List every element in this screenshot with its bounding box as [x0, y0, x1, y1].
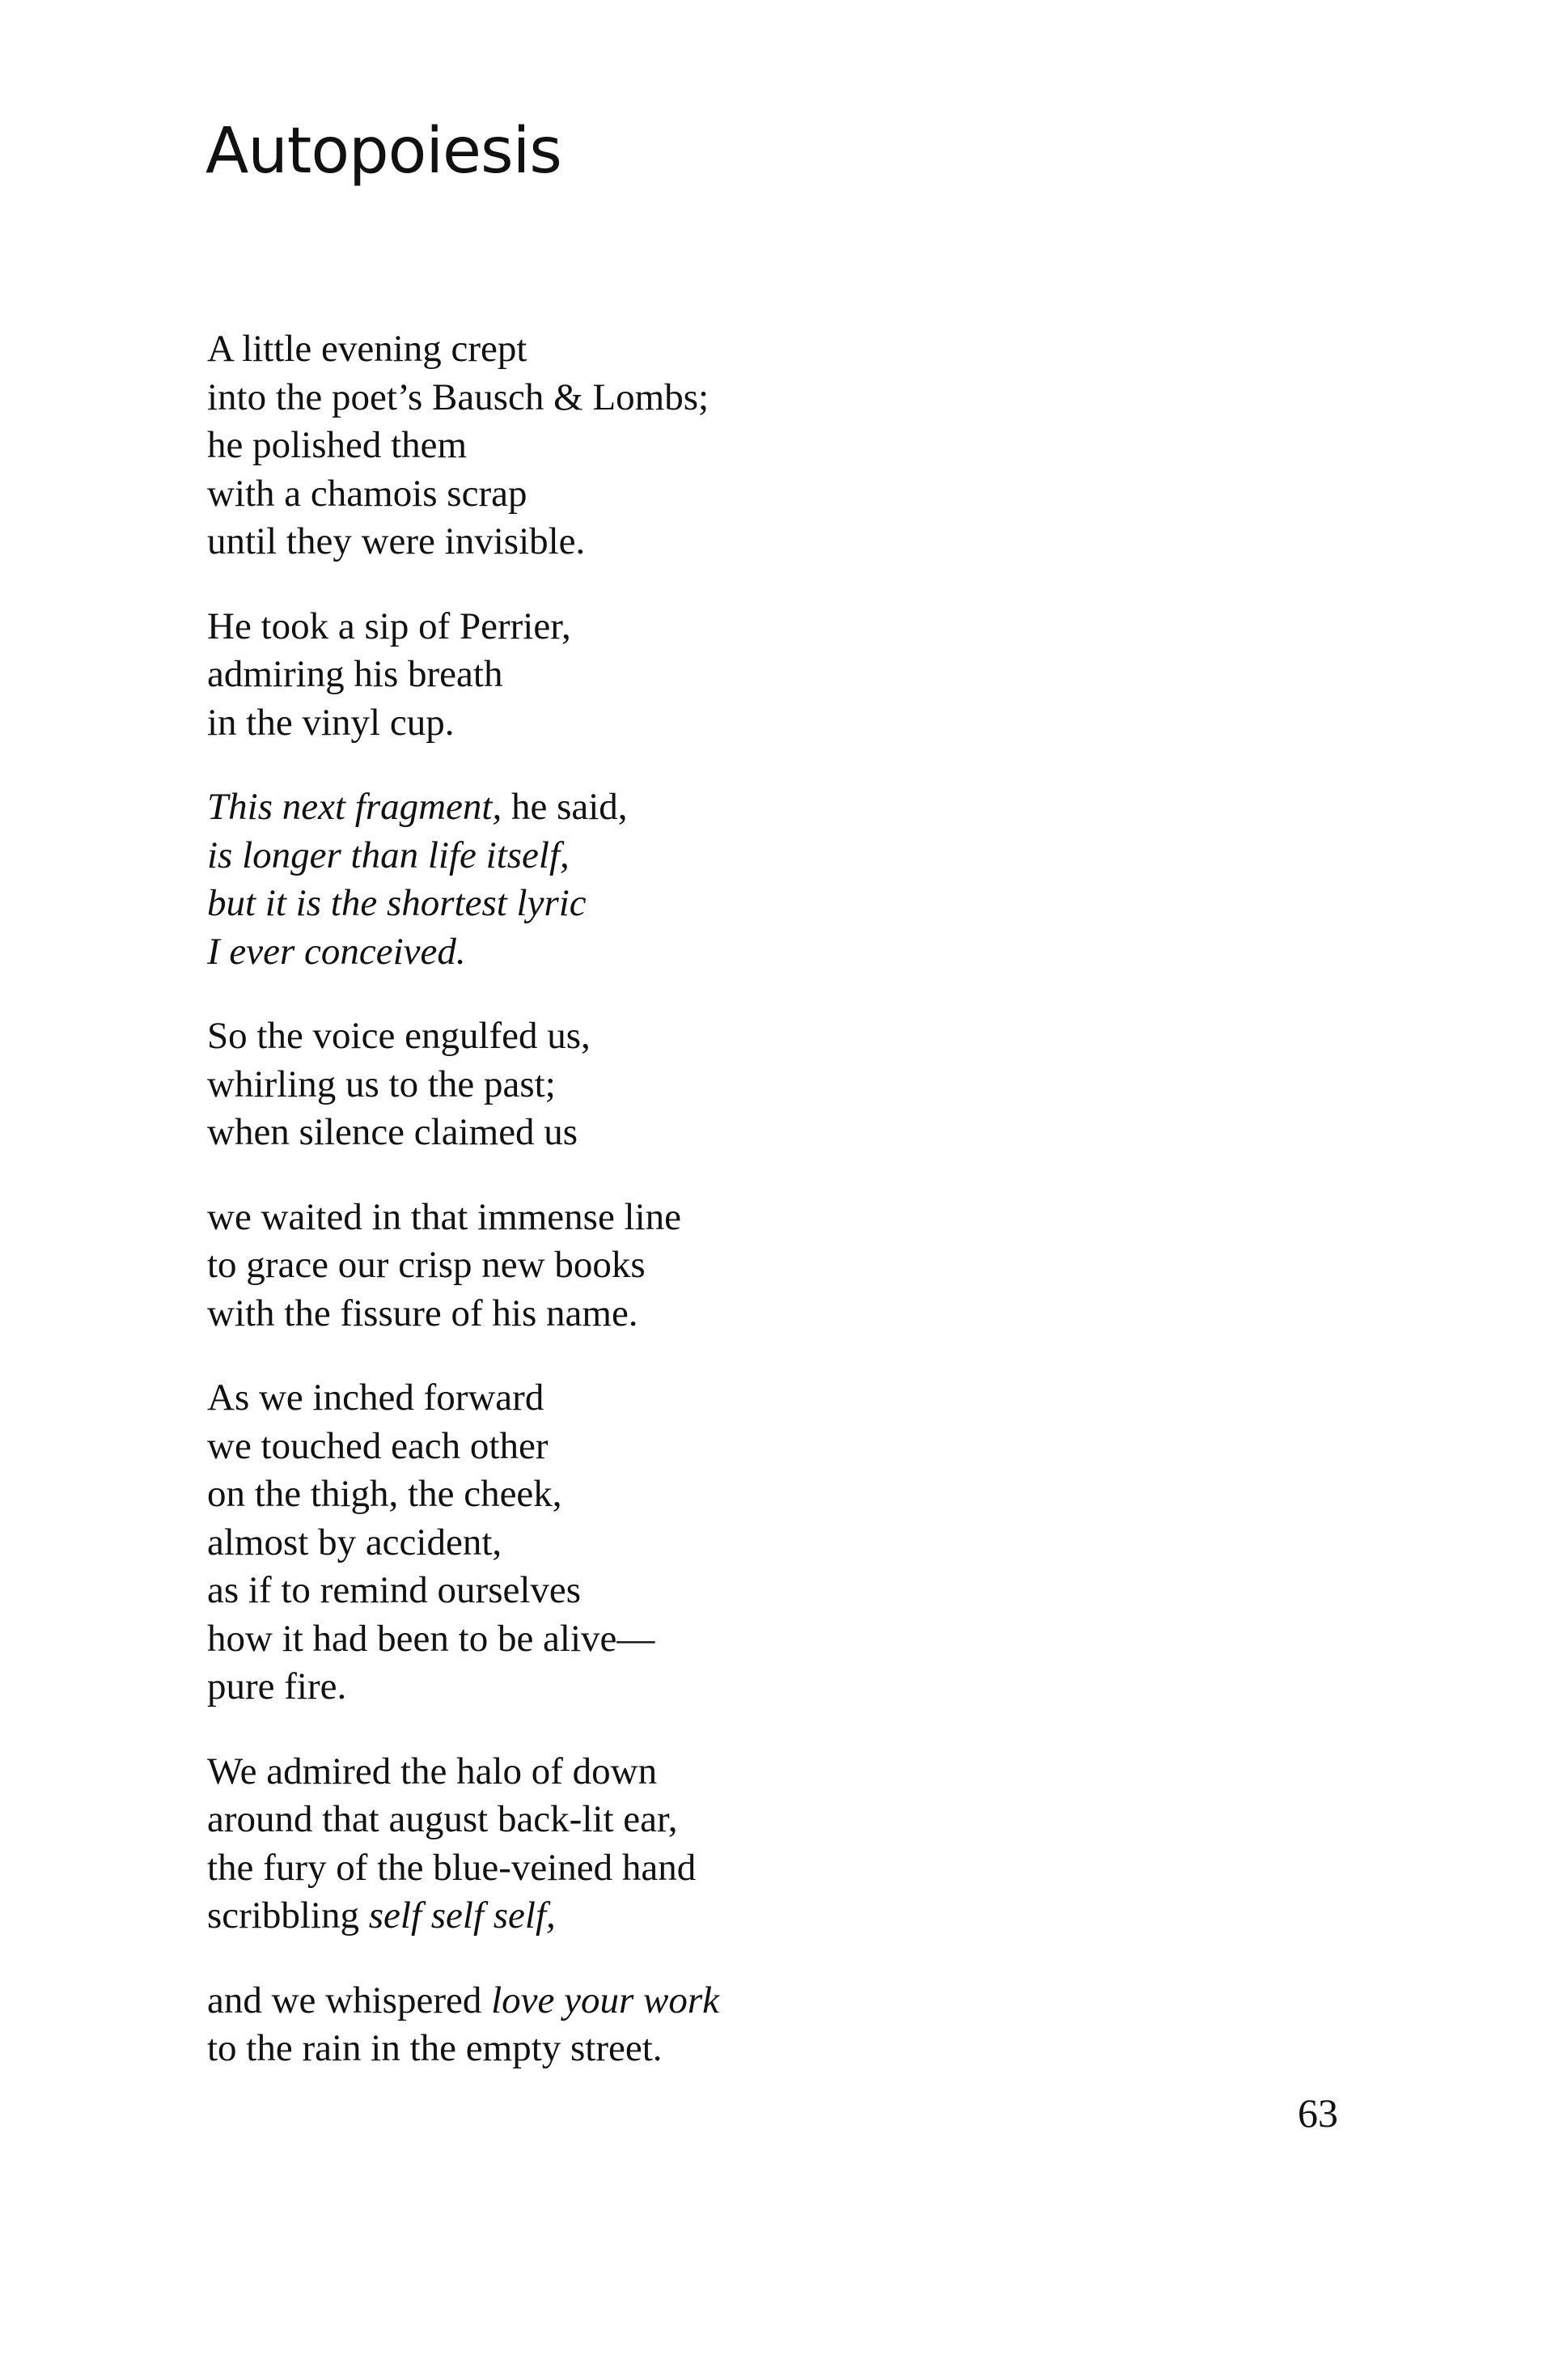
- poem-line: when silence claimed us: [207, 1111, 578, 1153]
- poem-line: admiring his breath: [207, 653, 503, 695]
- stanza-1: [207, 325, 1259, 566]
- poem-line: as if to remind ourselves: [207, 1569, 582, 1611]
- poem-line: I ever conceived.: [207, 930, 466, 973]
- poem-line: we touched each other: [207, 1424, 549, 1467]
- poem-line: on the thigh, the cheek,: [207, 1473, 562, 1515]
- italic-text: love your work: [491, 1979, 720, 2022]
- poem-line: to grace our crisp new books: [207, 1244, 646, 1286]
- poem-line: the fury of the blue-veined hand: [207, 1846, 697, 1889]
- poem-line: [207, 1892, 1259, 1941]
- poem-line: So the voice engulfed us,: [207, 1015, 591, 1057]
- stanza-4: [207, 1012, 1259, 1157]
- poem-line: We admired the halo of down: [207, 1750, 658, 1792]
- poem-line: to the rain in the empty street.: [207, 2027, 663, 2069]
- poem-title: Autopoiesis: [205, 115, 561, 188]
- poem-line: with a chamois scrap: [207, 472, 527, 515]
- stanza-8: [207, 1977, 1259, 2073]
- regular-text: scribbling: [207, 1894, 369, 1937]
- poem-line: is longer than life itself,: [207, 834, 570, 876]
- italic-text: This next fragment,: [207, 786, 502, 828]
- stanza-5: [207, 1194, 1259, 1338]
- poem-line: with the fissure of his name.: [207, 1292, 638, 1334]
- poem-line: until they were invisible.: [207, 520, 586, 562]
- poem-line: [207, 1977, 1259, 2026]
- italic-text: self self self,: [368, 1894, 556, 1937]
- regular-text: he said,: [502, 786, 628, 828]
- poem-line: into the poet’s Bausch & Lombs;: [207, 375, 710, 418]
- regular-text: and we whispered: [207, 1979, 492, 2022]
- poem-line: pure fire.: [207, 1665, 347, 1708]
- stanza-3: [207, 783, 1259, 976]
- poem-line: he polished them: [207, 424, 468, 466]
- poem-line: whirling us to the past;: [207, 1063, 556, 1105]
- stanza-7: [207, 1748, 1259, 1941]
- stanza-6: [207, 1374, 1259, 1712]
- poem-line: but it is the shortest lyric: [207, 882, 587, 924]
- poem-line: around that august back-lit ear,: [207, 1798, 678, 1840]
- page-number: 63: [1298, 2090, 1338, 2136]
- poem-line: A little evening crept: [207, 328, 527, 370]
- poem-line: He took a sip of Perrier,: [207, 605, 571, 647]
- poem-line: we waited in that immense line: [207, 1195, 682, 1238]
- poem-line: how it had been to be alive—: [207, 1617, 655, 1660]
- poem-body: [207, 325, 1259, 2110]
- poem-line: As we inched forward: [207, 1377, 544, 1419]
- poem-line: in the vinyl cup.: [207, 701, 455, 744]
- poem-line: [207, 783, 1259, 832]
- stanza-2: [207, 603, 1259, 748]
- poem-line: almost by accident,: [207, 1521, 502, 1563]
